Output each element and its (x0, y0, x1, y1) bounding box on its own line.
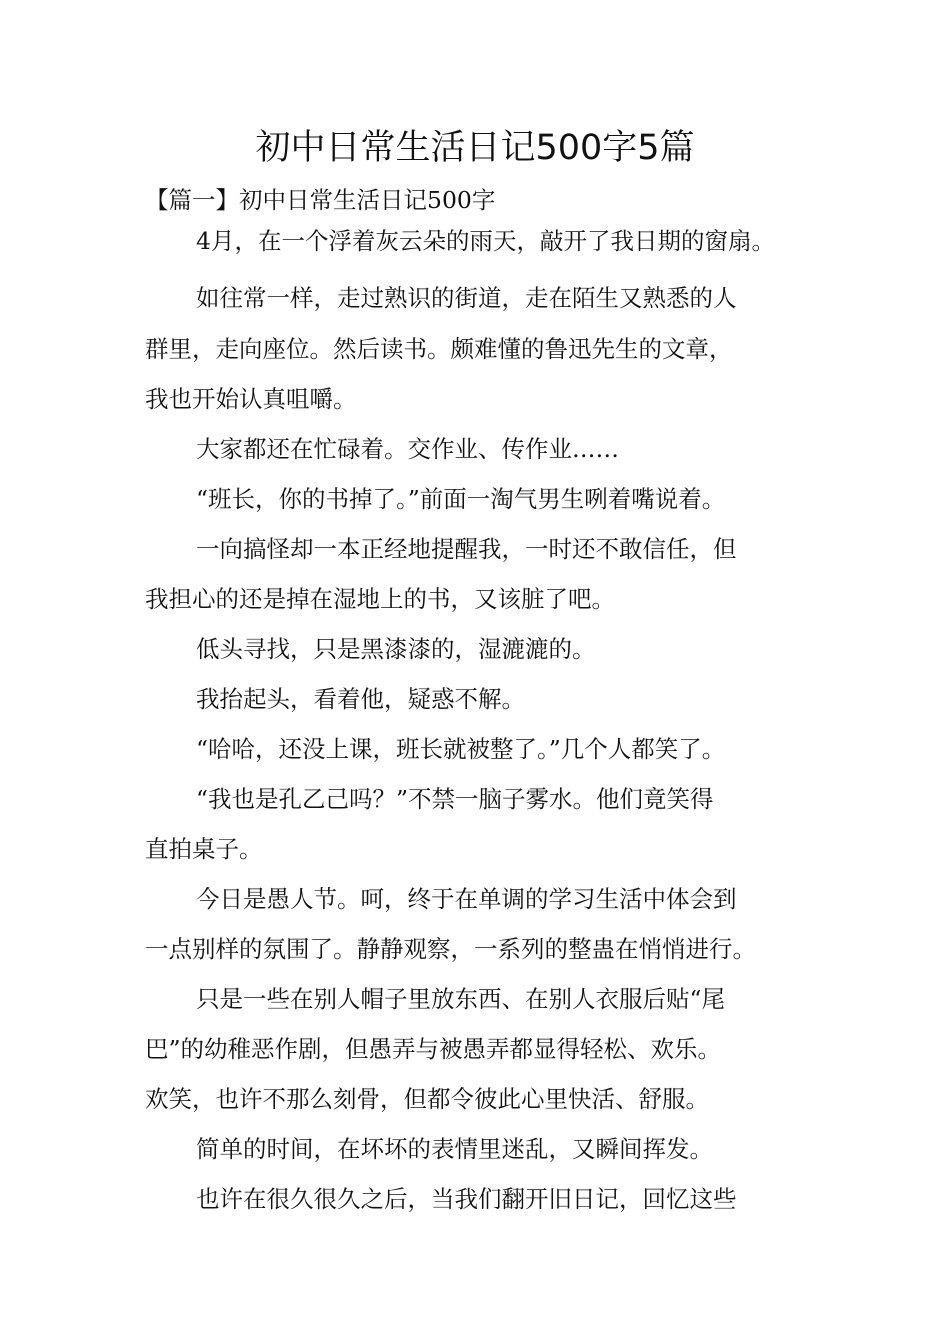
text-line: 巴”的幼稚恶作剧，但愚弄与被愚弄都显得轻松、欢乐。 (145, 1035, 722, 1063)
section-heading: 【篇一】初中日常生活日记500字 (145, 186, 496, 214)
text-line: 我也开始认真咀嚼。 (145, 385, 357, 413)
text-line: “我也是孔乙己吗？”不禁一脑子雾水。他们竟笑得 (196, 785, 714, 813)
text-line: 欢笑，也许不那么刻骨，但都令彼此心里快活、舒服。 (145, 1085, 709, 1113)
document-title: 初中日常生活日记500字5篇 (255, 128, 695, 168)
text-line: 低头寻找，只是黑漆漆的，湿漉漉的。 (196, 635, 596, 663)
text-line: 也许在很久很久之后，当我们翻开旧日记，回忆这些 (196, 1185, 737, 1213)
text-line: 我抬起头，看着他，疑惑不解。 (196, 685, 525, 713)
text-line: “哈哈，还没上课，班长就被整了。”几个人都笑了。 (196, 735, 726, 763)
text-line: 我担心的还是掉在湿地上的书，又该脏了吧。 (145, 585, 615, 613)
text-line: 简单的时间，在坏坏的表情里迷乱，又瞬间挥发。 (196, 1135, 713, 1163)
text-line: 一向搞怪却一本正经地提醒我，一时还不敢信任，但 (196, 535, 737, 563)
text-line: 4月，在一个浮着灰云朵的雨天，敲开了我日期的窗扇。 (196, 227, 775, 255)
text-line: 群里，走向座位。然后读书。颇难懂的鲁迅先生的文章， (145, 335, 733, 363)
text-line: 如往常一样，走过熟识的街道，走在陌生又熟悉的人 (196, 284, 737, 312)
text-line: 只是一些在别人帽子里放东西、在别人衣服后贴“尾 (196, 985, 726, 1013)
text-line: “班长，你的书掉了。”前面一淘气男生咧着嘴说着。 (196, 485, 726, 513)
text-line: 今日是愚人节。呵，终于在单调的学习生活中体会到 (196, 885, 737, 913)
text-line: 直拍桌子。 (145, 835, 263, 863)
text-line: 一点别样的氛围了。静静观察，一系列的整蛊在悄悄进行。 (145, 935, 756, 963)
text-line: 大家都还在忙碌着。交作业、传作业…… (196, 435, 619, 463)
